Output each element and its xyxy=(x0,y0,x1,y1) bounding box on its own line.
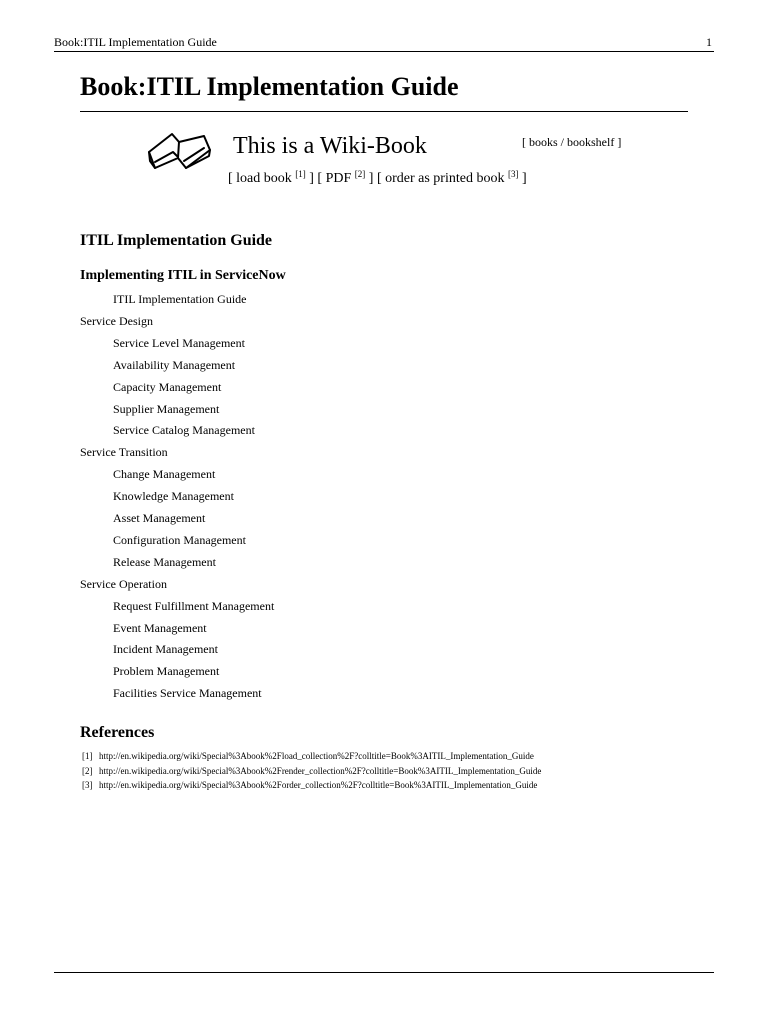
page-title: Book:ITIL Implementation Guide xyxy=(80,72,459,101)
section-heading: ITIL Implementation Guide xyxy=(80,232,273,249)
toc-item[interactable]: Request Fulfillment Management xyxy=(113,598,275,613)
order-printed-ref[interactable]: [3] xyxy=(507,169,519,179)
toc-item[interactable]: Change Management xyxy=(113,467,216,482)
toc-item[interactable]: Event Management xyxy=(113,620,207,635)
open-book-icon xyxy=(146,130,212,174)
toc-item[interactable]: Asset Management xyxy=(113,511,206,525)
toc-item[interactable]: Supplier Management xyxy=(113,401,220,416)
order-printed-link[interactable]: ] [ order as printed book xyxy=(368,171,505,186)
reference-item xyxy=(82,751,534,761)
toc-item[interactable]: Service Level Management xyxy=(113,335,245,350)
load-book-link[interactable]: [ load book xyxy=(228,171,292,186)
toc-item[interactable]: ITIL Implementation Guide xyxy=(113,292,247,306)
pdf-ref[interactable]: [2] xyxy=(354,169,366,179)
reference-url[interactable]: http://en.wikipedia.org/wiki/Special%3Abook%2Fload_collection%2F?colltitle=Book%3AITIL_Implementation_Guide xyxy=(99,751,534,761)
footer-rule xyxy=(54,972,714,973)
reference-url[interactable]: http://en.wikipedia.org/wiki/Special%3Abook%2Forder_collection%2F?colltitle=Book%3AITIL_Implementation_Guide xyxy=(99,780,538,790)
toc-item[interactable]: Configuration Management xyxy=(113,532,246,547)
toc-item[interactable]: Facilities Service Management xyxy=(113,686,262,701)
toc-item[interactable]: Knowledge Management xyxy=(113,489,234,504)
toc-item[interactable]: Service Catalog Management xyxy=(113,423,255,438)
reference-number: [1] xyxy=(82,751,93,761)
toc-item[interactable]: Availability Management xyxy=(113,357,236,372)
toc-section[interactable]: Service Transition xyxy=(80,445,168,460)
load-book-ref[interactable]: [1] xyxy=(295,169,306,179)
header-rule xyxy=(54,51,714,52)
reference-url[interactable]: http://en.wikipedia.org/wiki/Special%3Abook%2Frender_collection%2F?colltitle=Book%3AITIL_Implementation_Guide xyxy=(99,765,542,776)
title-rule xyxy=(80,111,688,112)
pdf-link[interactable]: ] [ PDF xyxy=(309,171,352,186)
reference-number: [3] xyxy=(82,780,93,790)
reference-number: [2] xyxy=(82,765,93,776)
wikibook-heading: This is a Wiki-Book xyxy=(233,133,427,159)
references-heading: References xyxy=(80,724,155,741)
toc-section[interactable]: Service Operation xyxy=(80,576,167,591)
page-number: 1 xyxy=(706,35,712,49)
reference-item xyxy=(82,766,541,776)
toc-item[interactable]: Release Management xyxy=(113,554,216,569)
bookshelf-links[interactable]: [ books / bookshelf ] xyxy=(522,135,622,149)
toc-section[interactable]: Service Design xyxy=(80,313,153,328)
toc-item[interactable]: Problem Management xyxy=(113,664,220,679)
running-header-title: Book:ITIL Implementation Guide xyxy=(54,35,217,49)
toc-item[interactable]: Incident Management xyxy=(113,642,218,657)
reference-item xyxy=(82,780,537,790)
book-action-links xyxy=(228,171,528,186)
toc-item[interactable]: Capacity Management xyxy=(113,379,222,394)
links-close: ] xyxy=(521,171,527,186)
sub-heading: Implementing ITIL in ServiceNow xyxy=(80,268,286,283)
